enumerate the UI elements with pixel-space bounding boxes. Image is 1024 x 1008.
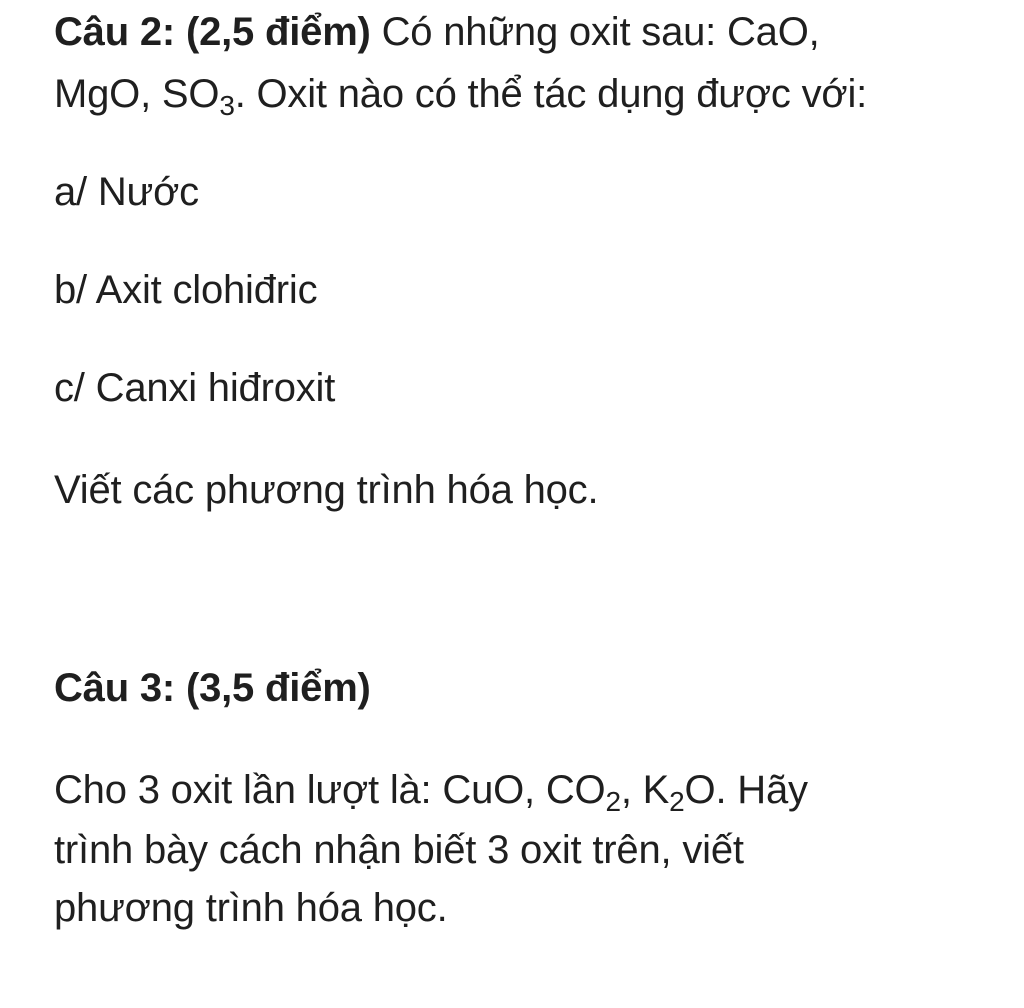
q3-line-3: phương trình hóa học. <box>54 886 448 930</box>
q2-instruction: Viết các phương trình hóa học. <box>54 468 599 512</box>
q2-line-1 <box>54 8 820 56</box>
q3-line-1 <box>54 766 808 817</box>
q2-line-2 <box>54 70 868 121</box>
k2o-subscript: 2 <box>669 786 685 817</box>
q3-k-text: , K <box>620 768 670 812</box>
q2-intro-text: Có những oxit sau: CaO, <box>370 10 820 54</box>
q2-item-a: a/ Nước <box>54 170 199 214</box>
q3-hay-text: O. Hãy <box>684 768 808 812</box>
q3-heading: Câu 3: (3,5 điểm) <box>54 666 371 710</box>
q3-oxides-text: Cho 3 oxit lần lượt là: CuO, CO <box>54 768 606 812</box>
q2-question-text: . Oxit nào có thể tác dụng được với: <box>234 72 868 116</box>
q2-item-c: c/ Canxi hiđroxit <box>54 366 336 410</box>
q2-oxides-text: MgO, SO <box>54 72 220 116</box>
co2-subscript: 2 <box>605 786 621 817</box>
so3-subscript: 3 <box>219 90 235 121</box>
q2-item-b: b/ Axit clohiđric <box>54 268 318 312</box>
q3-line-2: trình bày cách nhận biết 3 oxit trên, viết <box>54 828 744 872</box>
q2-heading: Câu 2: (2,5 điểm) <box>54 10 371 54</box>
